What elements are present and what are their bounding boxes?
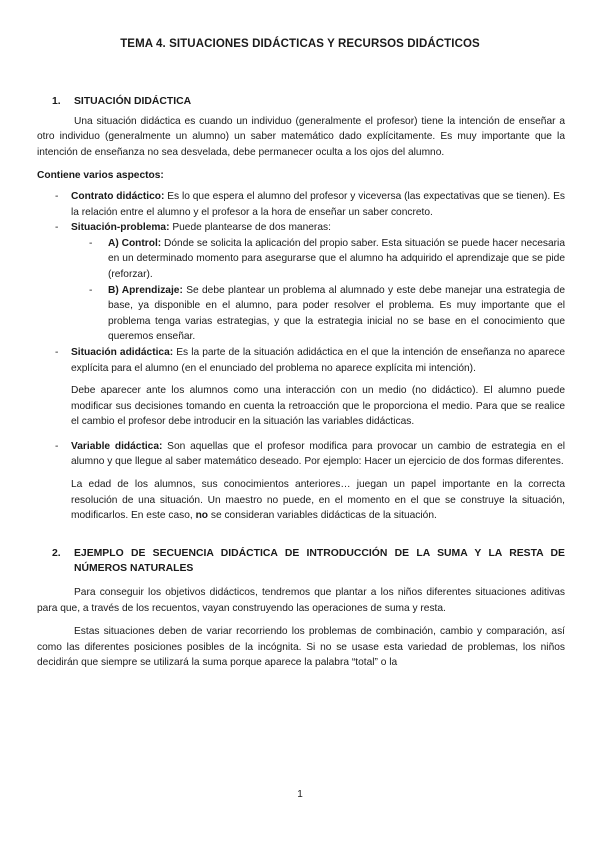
term-adidactica: Situación adidáctica:	[71, 346, 174, 358]
text-adidactica: Es la parte de la situación adidáctica en el que la intención de enseñanza no aparece explícita para el alumno (en el enunciado del problema no aparece explícita mi intención).	[71, 346, 565, 374]
list-item-contrato	[37, 189, 565, 220]
section-2-paragraph-2: Estas situaciones deben de variar recorriendo los problemas de combinación, cambio y comparación, así como las diferentes posiciones posibles de la incógnita. Si no se usase esta variedad de problemas, los niños decidirán que siempre se utilizará la suma porque aparece la palabra “total” o la	[37, 626, 565, 669]
term-contrato: Contrato didáctico:	[71, 190, 165, 202]
section-number: 2.	[52, 547, 61, 559]
bullet-dash: -	[55, 222, 59, 234]
section-2-heading	[37, 546, 565, 577]
section-title: EJEMPLO DE SECUENCIA DIDÁCTICA DE INTRODUCCIÓN DE LA SUMA Y LA RESTA DE NÚMEROS NATURALES	[74, 547, 565, 575]
text-problema: Puede plantearse de dos maneras:	[169, 222, 331, 234]
bullet-dash: -	[89, 237, 93, 249]
bullet-dash: -	[55, 440, 59, 452]
text-variable: Son aquellas que el profesor modifica para provocar un cambio de estrategia en el alumno y que llegue al saber matemático deseado. Por ejemplo: Hacer un ejercicio de dos formas diferentes.	[71, 440, 565, 468]
list-item-variable	[37, 439, 565, 470]
term-aprendizaje: B) Aprendizaje:	[108, 284, 183, 296]
aspects-heading: Contiene varios aspectos:	[37, 170, 164, 182]
list-item-aprendizaje	[37, 283, 565, 345]
text-contrato: Es lo que espera el alumno del profesor y viceversa (las expectativas que se tienen). Es la relación entre el alumno y el profesor a la hora de enseñar un saber concreto.	[71, 190, 565, 218]
bullet-dash: -	[55, 346, 59, 358]
section-title: SITUACIÓN DIDÁCTICA	[74, 96, 192, 107]
variable-cont-end: se consideran variables didácticas de la situación.	[208, 510, 437, 522]
adidactica-continuation: Debe aparecer ante los alumnos como una interacción con un medio (no didáctico). El alumno puede modificar sus decisiones tomando en cuenta la retroacción que le proporciona el medio. Para que se realice el cambio el profesor debe introducir en la situación las variables didácticas.	[71, 385, 565, 428]
term-problema: Situación-problema:	[71, 222, 170, 234]
section-2-paragraph-1: Para conseguir los objetivos didácticos, tendremos que plantar a los niños diferentes situaciones aditivas para que, a través de los recuentos, vayan construyendo las operaciones de suma y resta.	[37, 587, 565, 614]
text-aprendizaje: Se debe plantear un problema al alumnado y este debe manejar una estrategia de base, ya disponible en el alumno, para poder resolver el problema. Es muy importante que el problema tenga varias estrategias, y que la estrategia inicial no se base en el conocimiento que queremos enseñar.	[108, 284, 565, 343]
term-variable: Variable didáctica:	[71, 440, 163, 452]
bullet-dash: -	[55, 190, 59, 202]
document-title: TEMA 4. SITUACIONES DIDÁCTICAS Y RECURSOS DIDÁCTICOS	[120, 38, 480, 50]
variable-continuation	[37, 477, 565, 524]
text-control: Dónde se solicita la aplicación del propio saber. Esta situación se puede hacer necesaria en un determinado momento para asegurarse que el alumno ha adquirido el aprendizaje que se pide (reforzar).	[108, 237, 565, 280]
section-1-heading	[37, 94, 565, 110]
list-item-control	[37, 236, 565, 283]
list-item-problema	[37, 220, 565, 236]
page-number: 1	[297, 789, 303, 800]
bullet-dash: -	[89, 284, 93, 296]
document-body	[37, 94, 565, 671]
intro-paragraph: Una situación didáctica es cuando un individuo (generalmente el profesor) tiene la intención de enseñar a otro individuo (generalmente un alumno) un saber matemático dado explícitamente. Es muy importante que la intención de enseñanza no sea desvelada, debe permanecer oculta a los ojos del alumno.	[37, 115, 565, 158]
term-control: A) Control:	[108, 237, 162, 249]
variable-cont-text: La edad de los alumnos, sus conocimientos anteriores… juegan un papel importante en la correcta resolución de una situación. Un maestro no puede, en el momento en el que se construye la situación, modificarlos. En este caso,	[71, 479, 565, 522]
list-item-adidactica	[37, 345, 565, 376]
section-number: 1.	[52, 96, 61, 107]
variable-cont-emphasis: no	[195, 510, 209, 522]
